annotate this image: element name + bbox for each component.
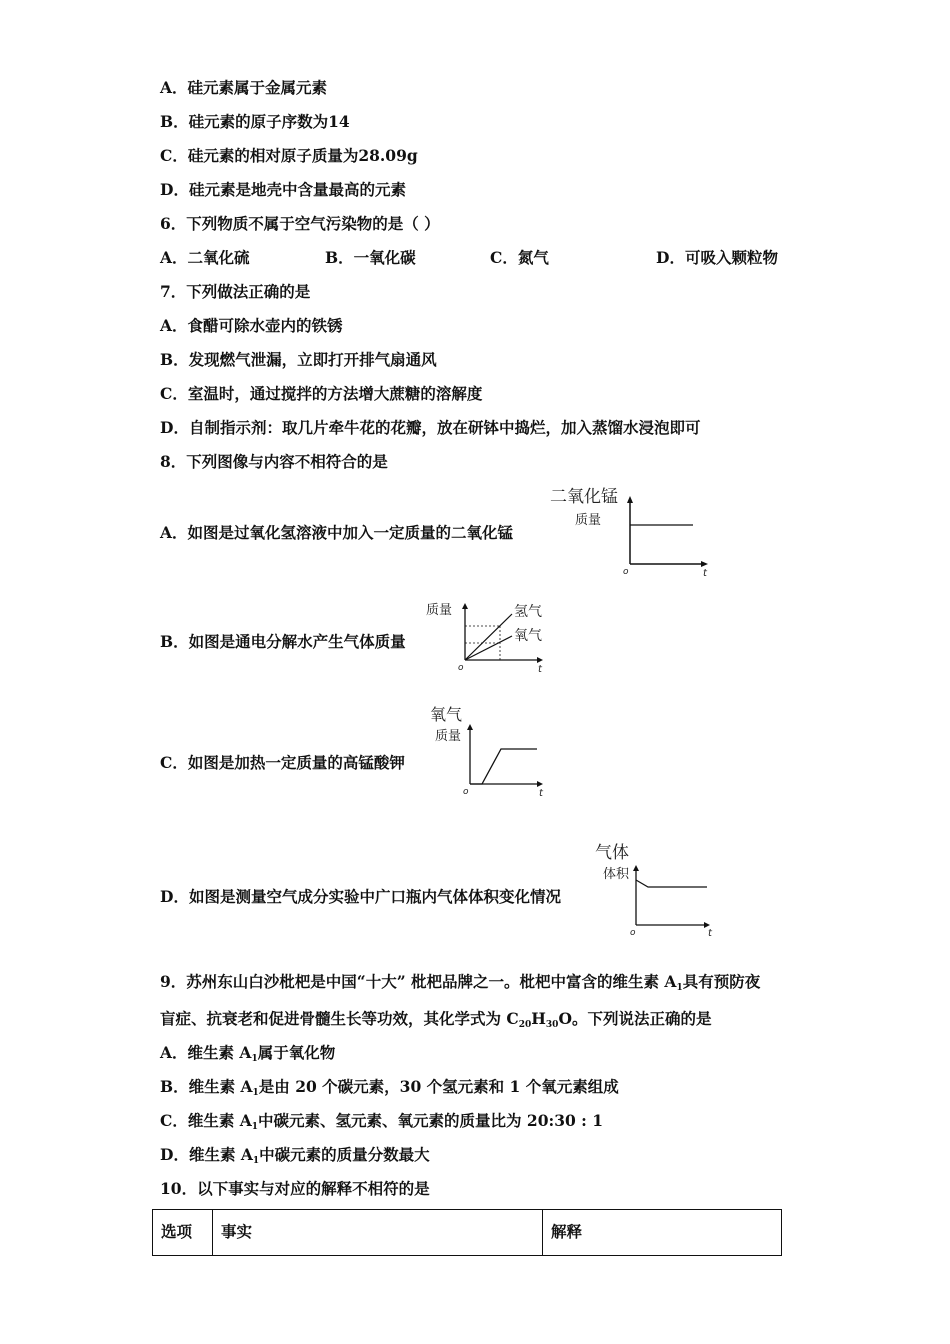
table-header-explanation: 解释 (543, 1210, 782, 1256)
q9-stem-line1 (160, 972, 760, 998)
table-header-fact: 事实 (213, 1210, 543, 1256)
q8-graph-d-svg (595, 840, 725, 940)
q8-stem: 8．下列图像与内容不相符合的是 (160, 452, 388, 471)
q9-d-sub: 1 (252, 1156, 260, 1166)
q8-graph-c-svg (425, 702, 560, 797)
graph-b-xlabel: t (538, 664, 542, 675)
graph-b-origin: o (458, 663, 464, 673)
q5-option-d: D．硅元素是地壳中含量最高的元素 (160, 180, 406, 199)
q9-d-end: 中碳元素的质量分数最大 (259, 1145, 430, 1164)
q7-option-c: C．室温时，通过搅拌的方法增大蔗糖的溶解度 (160, 384, 483, 403)
graph-a-xlabel: t (703, 568, 707, 579)
q5-option-b: B．硅元素的原子序数为14 (160, 112, 350, 131)
table-header-option: 选项 (153, 1210, 213, 1256)
q9-a-sub: 1 (251, 1054, 258, 1064)
q9-stem-line2 (160, 1009, 711, 1035)
q10-table (152, 1209, 782, 1256)
q9-stem2-s2: 30 (545, 1020, 559, 1030)
q9-b-sub: 1 (252, 1088, 259, 1098)
q9-d-pre: D．维生素 A (160, 1145, 253, 1164)
q9-stem2-h: H (531, 1009, 546, 1028)
q8-option-d: D．如图是测量空气成分实验中广口瓶内气体体积变化情况 (160, 887, 561, 906)
graph-b-y-arrow (462, 603, 468, 609)
graph-d-y-arrow (633, 865, 639, 871)
table-row (153, 1210, 782, 1256)
graph-a-origin: o (623, 567, 629, 577)
q8-graph-a-svg (545, 484, 725, 579)
q9-c-end: 中碳元素、氢元素、氧元素的质量比为 20:30 : 1 (258, 1111, 604, 1130)
graph-b-ylabel: 质量 (426, 603, 453, 618)
q8-option-a: A．如图是过氧化氢溶液中加入一定质量的二氧化锰 (160, 523, 514, 542)
graph-d-title: 气体 (595, 843, 629, 863)
q8-graph-a (545, 484, 725, 579)
q9-a-end: 属于氧化物 (257, 1043, 336, 1062)
graph-c-xlabel: t (539, 788, 543, 799)
graph-c-x-arrow (537, 781, 543, 787)
q9-option-a (160, 1043, 335, 1069)
q8-graph-b-svg (420, 598, 560, 673)
q9-stem2-pre: 盲症、抗衰老和促进骨髓生长等功效，其化学式为 C (160, 1009, 519, 1028)
q9-option-c (160, 1111, 603, 1137)
q9-stem2-end: O。下列说法正确的是 (558, 1009, 712, 1028)
q9-a-pre: A．维生素 A (160, 1043, 252, 1062)
graph-a-x-arrow (701, 561, 708, 567)
graph-d-origin: o (630, 928, 636, 938)
graph-c-ylabel: 质量 (435, 729, 462, 744)
q9-stem1-sub: 1 (676, 983, 683, 993)
q5-option-c: C．硅元素的相对原子质量为28.09g (160, 146, 418, 165)
q10-stem: 10．以下事实与对应的解释不相符的是 (160, 1179, 430, 1198)
q9-stem2-s1: 20 (518, 1020, 532, 1030)
graph-c-origin: o (463, 787, 469, 797)
q5-option-a: A．硅元素属于金属元素 (160, 78, 328, 97)
graph-b-x-arrow (537, 657, 543, 663)
graph-a-y-arrow (627, 496, 633, 503)
graph-a-title: 二氧化锰 (550, 487, 618, 507)
q7-option-d: D．自制指示剂：取几片牵牛花的花瓣，放在研钵中捣烂，加入蒸馏水浸泡即可 (160, 418, 701, 437)
graph-d-xlabel: t (708, 928, 712, 939)
q9-c-pre: C．维生素 A (160, 1111, 252, 1130)
graph-c-title: 氧气 (430, 705, 463, 724)
q8-graph-d (595, 840, 725, 940)
q9-option-d (160, 1145, 430, 1171)
q7-option-b: B．发现燃气泄漏，立即打开排气扇通风 (160, 350, 437, 369)
q9-stem1: 9．苏州东山白沙枇杷是中国“十大” 枇杷品牌之一。枇杷中富含的维生素 A (160, 972, 677, 991)
q6-stem: 6．下列物质不属于空气污染物的是（ ） (160, 214, 440, 233)
q9-b-end: 是由 20 个碳元素，30 个氢元素和 1 个氧元素组成 (258, 1077, 619, 1096)
q9-stem1-end: 具有预防夜 (682, 972, 761, 991)
q6-option-a: A．二氧化硫 (160, 248, 250, 267)
q8-option-c: C．如图是加热一定质量的高锰酸钾 (160, 753, 405, 772)
graph-d-ylabel: 体积 (603, 867, 630, 882)
q8-graph-b (420, 598, 560, 673)
q8-option-b: B．如图是通电分解水产生气体质量 (160, 632, 406, 651)
graph-b-hydrogen-line (465, 614, 512, 660)
graph-d-line (636, 880, 707, 887)
graph-a-ylabel: 质量 (575, 513, 602, 528)
q9-c-sub: 1 (251, 1122, 259, 1132)
q9-option-b (160, 1077, 619, 1103)
graph-b-oxygen-line (465, 636, 512, 660)
q7-option-a: A．食醋可除水壶内的铁锈 (160, 316, 343, 335)
q6-option-b: B．一氧化碳 (325, 248, 416, 267)
q8-graph-c (425, 702, 560, 797)
q6-option-d: D．可吸入颗粒物 (656, 248, 778, 267)
q6-option-c: C．氮气 (490, 248, 549, 267)
q7-stem: 7．下列做法正确的是 (160, 282, 311, 301)
graph-c-line (470, 749, 537, 784)
q9-b-pre: B．维生素 A (160, 1077, 253, 1096)
graph-b-label-hydrogen: 氢气 (514, 604, 542, 620)
graph-b-label-oxygen: 氧气 (514, 628, 542, 644)
graph-c-y-arrow (467, 724, 473, 730)
